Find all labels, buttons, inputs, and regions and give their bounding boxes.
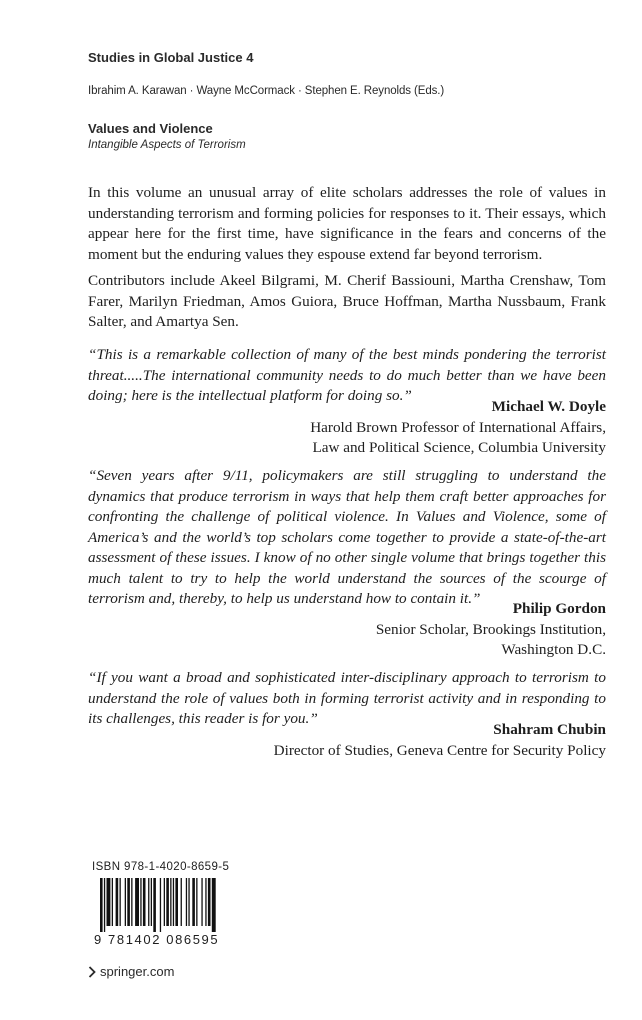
- publisher-url[interactable]: springer.com: [100, 964, 175, 979]
- endorser-name: Michael W. Doyle: [491, 398, 606, 415]
- description-intro: In this volume an unusual array of elite scholars addresses the role of values in understanding terrorism and forming policies for responses to it. Their essays, which appear here for the first time, have significance in the fears and concerns of the moment but the enduring values they espouse extend far beyond terrorism.: [88, 184, 606, 263]
- endorsement-attribution: [376, 599, 606, 661]
- endorser-affiliation: Senior Scholar, Brookings Institution,: [375, 620, 606, 638]
- endorser-affiliation: Director of Studies, Geneva Centre for Security Policy: [273, 741, 606, 759]
- barcode-bar: [131, 878, 132, 926]
- barcode-bar: [104, 878, 105, 932]
- barcode-bar: [201, 878, 202, 926]
- endorser-affiliation: Law and Political Science, Columbia University: [312, 439, 606, 456]
- barcode-digits: 9 781402 086595: [94, 932, 220, 947]
- barcode-bar: [208, 878, 211, 926]
- barcode-bars: [88, 878, 252, 934]
- barcode-bar: [125, 878, 126, 926]
- book-subtitle: Intangible Aspects of Terrorism: [88, 139, 246, 151]
- barcode-bar: [196, 878, 197, 926]
- barcode-bar: [175, 878, 178, 926]
- isbn-barcode: [88, 852, 252, 956]
- endorsement-quote: “This is a remarkable collection of many of the best minds pondering the terrorist threat.....The international community needs to do much better than we have been doing; here is the intellectual platform for doing so.”: [88, 346, 606, 404]
- barcode-bar: [212, 878, 216, 932]
- endorsement-quote: “If you want a broad and sophisticated inter-disciplinary approach to terrorism to understand the role of values both in forming terrorist activity and in responding to its challenges, this reader is for you.”: [88, 669, 606, 727]
- barcode-bar: [160, 878, 161, 932]
- barcode-bar: [148, 878, 149, 926]
- barcode-bar: [107, 878, 111, 926]
- barcode-bar: [151, 878, 152, 926]
- barcode-bar: [173, 878, 174, 926]
- barcode-bar: [192, 878, 195, 926]
- barcode-bar: [143, 878, 146, 926]
- endorser-name: Philip Gordon: [512, 600, 606, 617]
- barcode-bar: [170, 878, 171, 926]
- description-contributors: Contributors include Akeel Bilgrami, M. Cherif Bassiouni, Martha Crenshaw, Tom Farer, Marilyn Friedman, Amos Guiora, Bruce Hoffman, Martha Nussbaum, Frank Salter, and Amartya Sen.: [88, 272, 606, 330]
- barcode-bar: [153, 878, 156, 932]
- barcode-bar: [164, 878, 165, 926]
- barcode-bar: [166, 878, 169, 926]
- endorsement-quote: “Seven years after 9/11, policymakers are still struggling to understand the dynamics that produce terrorism in ways that help them craft better approaches for confronting the challenge of political violence. In Values and Violence, some of America’s and the world’s top scholars come together to provide a state-of-the-art assessment of these issues. I know of no other single volume that brings together this much talent to try to help the world understand the sources of the scourge of terrorism and, thereby, to help us understand how to contain it.”: [88, 467, 606, 607]
- barcode-bar: [135, 878, 139, 926]
- book-title: Values and Violence: [88, 121, 213, 136]
- editors-line: Ibrahim A. Karawan · Wayne McCormack · Stephen E. Reynolds (Eds.): [88, 85, 445, 97]
- barcode-bar: [205, 878, 206, 926]
- publisher-link[interactable]: [88, 964, 174, 979]
- barcode-bar: [181, 878, 182, 926]
- barcode-bar: [140, 878, 141, 926]
- endorser-name: Shahram Chubin: [493, 721, 606, 738]
- endorser-affiliation: Washington D.C.: [501, 641, 606, 658]
- barcode-bar: [116, 878, 119, 926]
- isbn-label: ISBN 978-1-4020-8659-5: [92, 861, 230, 873]
- chevron-right-icon: [88, 966, 96, 978]
- endorser-affiliation: Harold Brown Professor of International Affairs,: [310, 418, 606, 436]
- barcode-bar: [100, 878, 103, 932]
- barcode-bar: [127, 878, 130, 926]
- endorsement-attribution: [274, 720, 606, 761]
- endorsement-attribution: [310, 397, 606, 459]
- series-title: Studies in Global Justice 4: [88, 50, 254, 65]
- barcode-bar: [186, 878, 187, 926]
- barcode-bar: [120, 878, 121, 926]
- barcode-bar: [112, 878, 113, 926]
- barcode-bar: [188, 878, 189, 926]
